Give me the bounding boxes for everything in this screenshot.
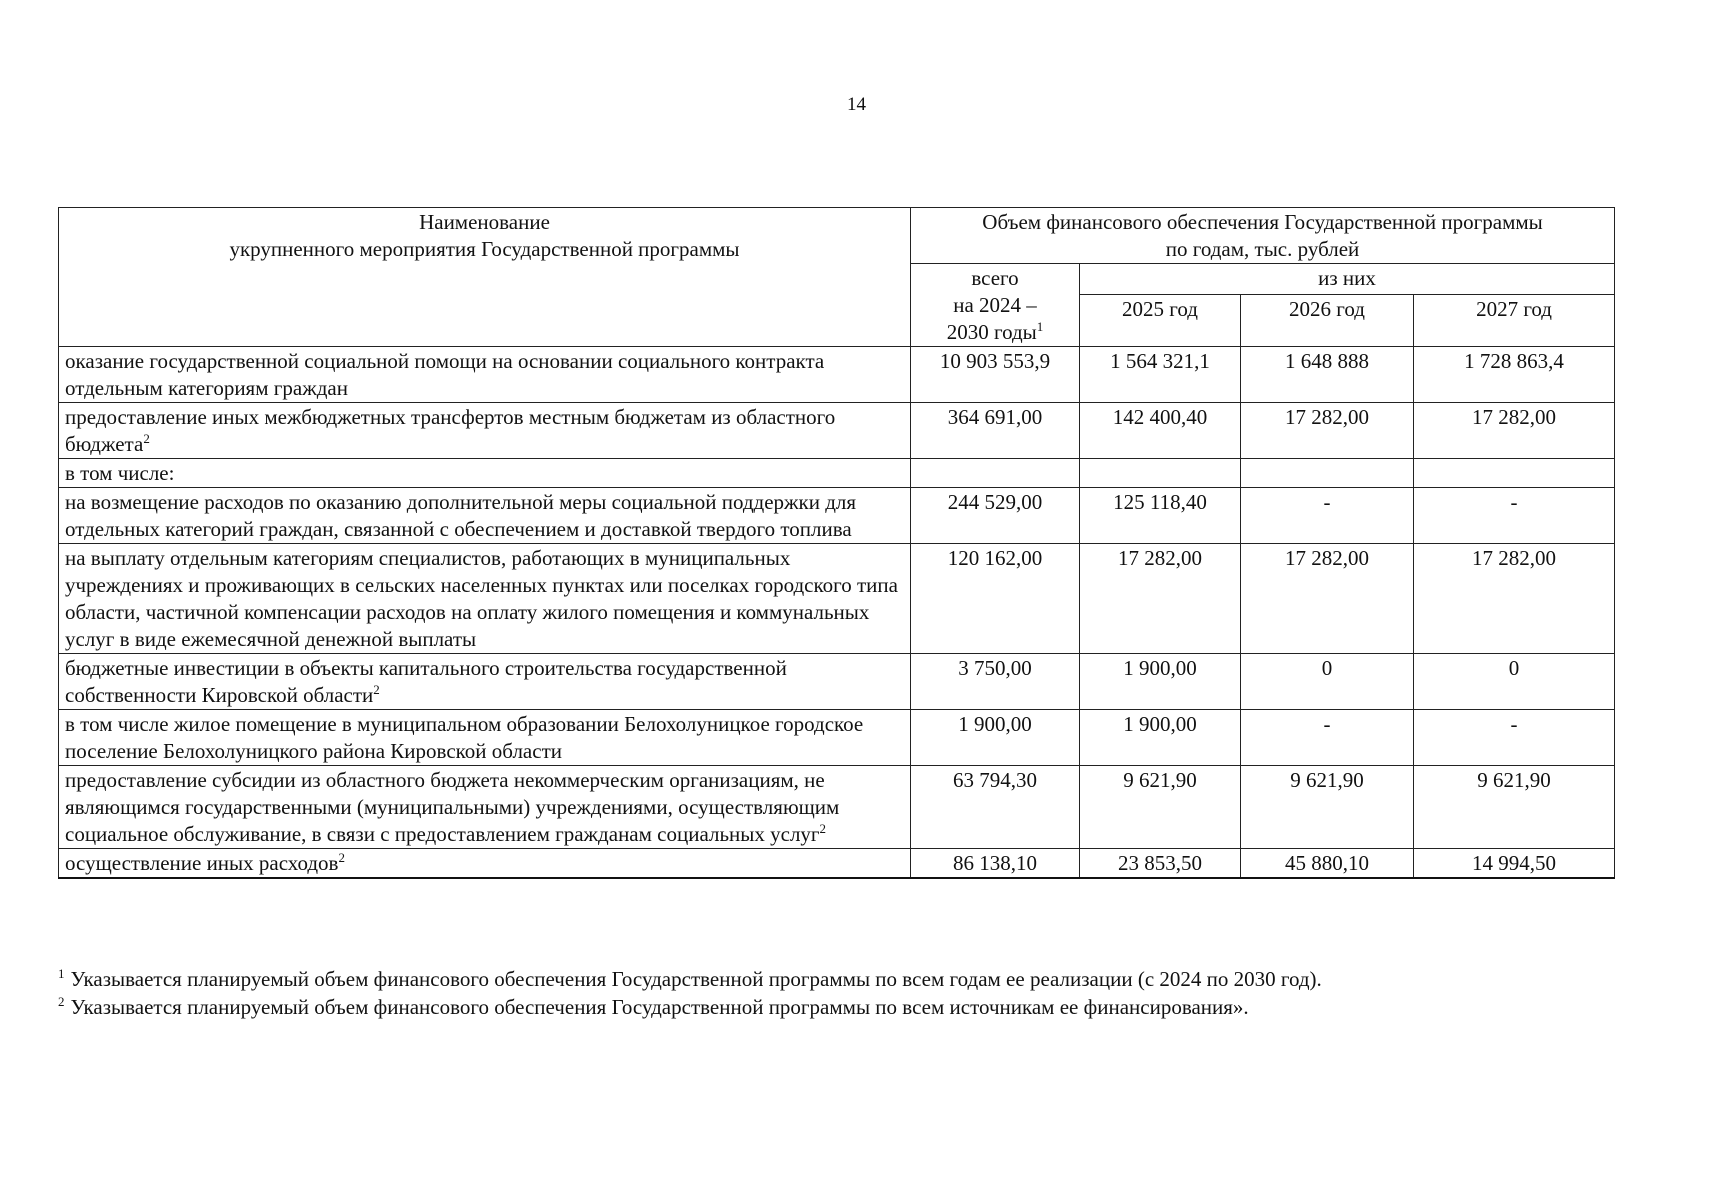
table-row — [59, 710, 1615, 766]
row-value-y2026 — [1241, 459, 1414, 488]
table-row — [59, 488, 1615, 544]
row-value-y2027: 9 621,90 — [1414, 766, 1615, 849]
row-value-total: 86 138,10 — [911, 849, 1080, 879]
table-row — [59, 459, 1615, 488]
row-value-total: 244 529,00 — [911, 488, 1080, 544]
row-value-y2026: 9 621,90 — [1241, 766, 1414, 849]
row-value-y2025: 1 564 321,1 — [1080, 347, 1241, 403]
header-year-2025: 2025 год — [1080, 295, 1241, 347]
row-value-y2026: - — [1241, 488, 1414, 544]
row-value-y2027: 17 282,00 — [1414, 544, 1615, 654]
row-value-y2027: 1 728 863,4 — [1414, 347, 1615, 403]
row-value-y2027: - — [1414, 710, 1615, 766]
row-name — [59, 710, 911, 766]
row-name — [59, 544, 911, 654]
row-value-y2026: 1 648 888 — [1241, 347, 1414, 403]
footnote-mark: 1 — [1036, 319, 1044, 334]
row-value-y2025: 1 900,00 — [1080, 710, 1241, 766]
row-value-y2026: - — [1241, 710, 1414, 766]
row-value-total: 364 691,00 — [911, 403, 1080, 459]
row-value-y2025: 125 118,40 — [1080, 488, 1241, 544]
row-value-total: 63 794,30 — [911, 766, 1080, 849]
row-value-y2025: 9 621,90 — [1080, 766, 1241, 849]
row-name-text: предоставление субсидии из областного бюджета некоммерческим организациям, не являющимся государственными (муниципальными) учреждениями, осуществляющим социальное обслуживание, в связи с предоставлением гражданам социальных услуг — [65, 768, 840, 846]
footnote-mark: 1 — [58, 966, 65, 981]
row-name — [59, 459, 911, 488]
row-value-y2025: 142 400,40 — [1080, 403, 1241, 459]
header-of-which: из них — [1080, 264, 1615, 295]
row-name — [59, 766, 911, 849]
row-value-y2026: 17 282,00 — [1241, 403, 1414, 459]
row-name-text: осуществление иных расходов — [65, 851, 339, 875]
page-number: 14 — [847, 94, 866, 115]
header-name-column — [59, 208, 911, 347]
row-value-y2026: 45 880,10 — [1241, 849, 1414, 879]
header-funding-line2: по годам, тыс. рублей — [1165, 237, 1360, 261]
row-name — [59, 488, 911, 544]
footnote-2 — [58, 993, 1658, 1021]
row-value-y2027: 0 — [1414, 654, 1615, 710]
footnotes — [58, 965, 1658, 1021]
row-value-y2026: 0 — [1241, 654, 1414, 710]
header-funding — [911, 208, 1615, 264]
row-name-text: оказание государственной социальной помощи на основании социального контракта отдельным категориям граждан — [65, 349, 825, 400]
table-row — [59, 403, 1615, 459]
footnote-mark: 2 — [819, 821, 827, 836]
table-row — [59, 766, 1615, 849]
header-total-line3 — [917, 319, 1073, 346]
table-row — [59, 849, 1615, 879]
header-name-line1: Наименование — [419, 210, 550, 234]
row-value-y2026: 17 282,00 — [1241, 544, 1414, 654]
header-year-2026: 2026 год — [1241, 295, 1414, 347]
row-name-text: на выплату отдельным категориям специалистов, работающих в муниципальных учреждениях и проживающих в сельских населенных пунктах или поселках городского типа области, частичной компенсации расходов на оплату жилого помещения и коммунальных услуг в виде ежемесячной денежной выплаты — [65, 546, 898, 651]
row-value-y2027 — [1414, 459, 1615, 488]
row-name — [59, 654, 911, 710]
header-funding-line1: Объем финансового обеспечения Государственной программы — [982, 210, 1543, 234]
row-value-y2025: 17 282,00 — [1080, 544, 1241, 654]
row-value-total: 120 162,00 — [911, 544, 1080, 654]
row-value-total: 3 750,00 — [911, 654, 1080, 710]
row-name — [59, 347, 911, 403]
row-name-text: на возмещение расходов по оказанию дополнительной меры социальной поддержки для отдельных категорий граждан, связанной с обеспечением и доставкой твердого топлива — [65, 490, 857, 541]
row-value-y2027: 17 282,00 — [1414, 403, 1615, 459]
row-value-y2025 — [1080, 459, 1241, 488]
header-name-line2: укрупненного мероприятия Государственной программы — [229, 237, 740, 261]
row-value-y2027: - — [1414, 488, 1615, 544]
header-total-line3-text: 2030 годы — [946, 320, 1037, 344]
header-total-line2: на 2024 – — [953, 293, 1037, 317]
footnote-mark: 2 — [58, 994, 65, 1009]
table-row — [59, 347, 1615, 403]
row-name — [59, 403, 911, 459]
row-value-total: 10 903 553,9 — [911, 347, 1080, 403]
funding-table — [58, 207, 1615, 879]
table-row — [59, 544, 1615, 654]
row-value-y2027: 14 994,50 — [1414, 849, 1615, 879]
row-name-text: предоставление иных межбюджетных трансфертов местным бюджетам из областного бюджета — [65, 405, 836, 456]
row-value-y2025: 23 853,50 — [1080, 849, 1241, 879]
header-year-2027: 2027 год — [1414, 295, 1615, 347]
footnote-text: Указывается планируемый объем финансового обеспечения Государственной программы по всем источникам ее финансирования». — [70, 995, 1249, 1019]
header-total — [911, 264, 1080, 347]
footnote-mark: 2 — [373, 682, 380, 697]
footnote-text: Указывается планируемый объем финансового обеспечения Государственной программы по всем годам ее реализации (с 2024 по 2030 год). — [70, 967, 1322, 991]
row-name-text: бюджетные инвестиции в объекты капитального строительства государственной собственности Кировской области — [65, 656, 787, 707]
footnote-mark: 2 — [338, 850, 345, 865]
row-value-y2025: 1 900,00 — [1080, 654, 1241, 710]
row-name-text: в том числе жилое помещение в муниципальном образовании Белохолуницкое городское поселение Белохолуницкого района Кировской области — [65, 712, 864, 763]
row-value-total — [911, 459, 1080, 488]
header-total-line1: всего — [971, 266, 1019, 290]
footnote-1 — [58, 965, 1658, 993]
table-row — [59, 654, 1615, 710]
row-name-text: в том числе: — [65, 461, 175, 485]
footnote-mark: 2 — [143, 431, 150, 446]
table-header-row — [59, 208, 1615, 264]
row-name — [59, 849, 911, 879]
row-value-total: 1 900,00 — [911, 710, 1080, 766]
